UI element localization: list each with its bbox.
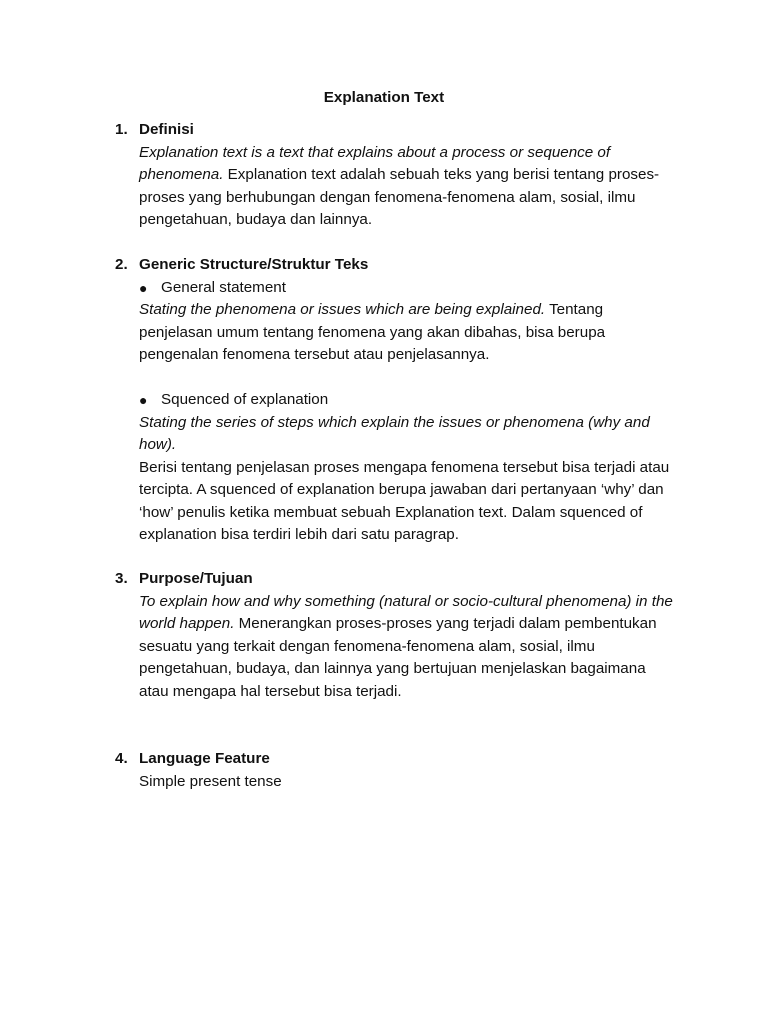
italic-definition: To explain how and why something (natural or socio-cultural phenomena) in the world happen. <box>139 592 673 632</box>
body-text: Berisi tentang penjelasan proses mengapa fenomena tersebut bisa terjadi atau tercipta. A squenced of explanation berupa jawaban dari pertanyaan ‘why’ dan ‘how’ penulis ketika membuat sebuah Explanation text. Dalam squenced of explanation bisa terdiri lebih dari satu paragrap. <box>139 458 670 543</box>
section-body <box>139 299 679 367</box>
body-text: Simple present tense <box>139 772 282 790</box>
section-body <box>139 142 679 232</box>
document-title: Explanation Text <box>323 89 445 106</box>
section-number: 4. <box>115 750 128 767</box>
section-number: 1. <box>115 121 128 138</box>
section-number: 3. <box>115 570 128 587</box>
section-heading: Language Feature <box>139 750 270 767</box>
section-number: 2. <box>115 256 128 273</box>
section-definisi <box>115 119 685 232</box>
section-purpose <box>115 568 685 703</box>
body-text: Tentang penjelasan umum tentang fenomena yang akan dibahas, bisa berupa pengenalan fenomena tersebut atau penjelasannya. <box>139 301 606 363</box>
section-language-feature <box>115 748 685 793</box>
italic-definition: Stating the phenomena or issues which are being explained. <box>139 301 546 318</box>
bullet-icon: ● <box>139 279 148 296</box>
section-body <box>139 591 679 704</box>
bullet-icon: ● <box>139 392 148 408</box>
section-generic-structure <box>115 254 685 547</box>
section-heading: Purpose/Tujuan <box>139 570 253 587</box>
bullet-label: Squenced of explanation <box>161 391 329 408</box>
body-text: Explanation text adalah sebuah teks yang berisi tentang proses-proses yang berhubungan dengan fenomena-fenomena alam, sosial, ilmu pengetahuan, budaya dan lainnya. <box>139 166 660 228</box>
body-text: Menerangkan proses-proses yang terjadi dalam pembentukan sesuatu yang terkait dengan fenomena-fenomena alam, sosial, ilmu pengetahuan, budaya, dan lainnya yang bertujuan menjelaskan bagaimana atau mengapa hal tersebut bisa terjadi. <box>139 615 657 700</box>
section-heading: Generic Structure/Struktur Teks <box>139 256 369 273</box>
bullet-item <box>139 277 685 300</box>
bullet-label: General statement <box>161 278 286 296</box>
bullet-item <box>139 389 685 412</box>
italic-definition: Stating the series of steps which explain the issues or phenomena (why and how). <box>139 413 650 453</box>
section-heading: Definisi <box>139 121 194 138</box>
italic-definition: Explanation text is a text that explains about a process or sequence of phenomena. <box>139 143 611 183</box>
